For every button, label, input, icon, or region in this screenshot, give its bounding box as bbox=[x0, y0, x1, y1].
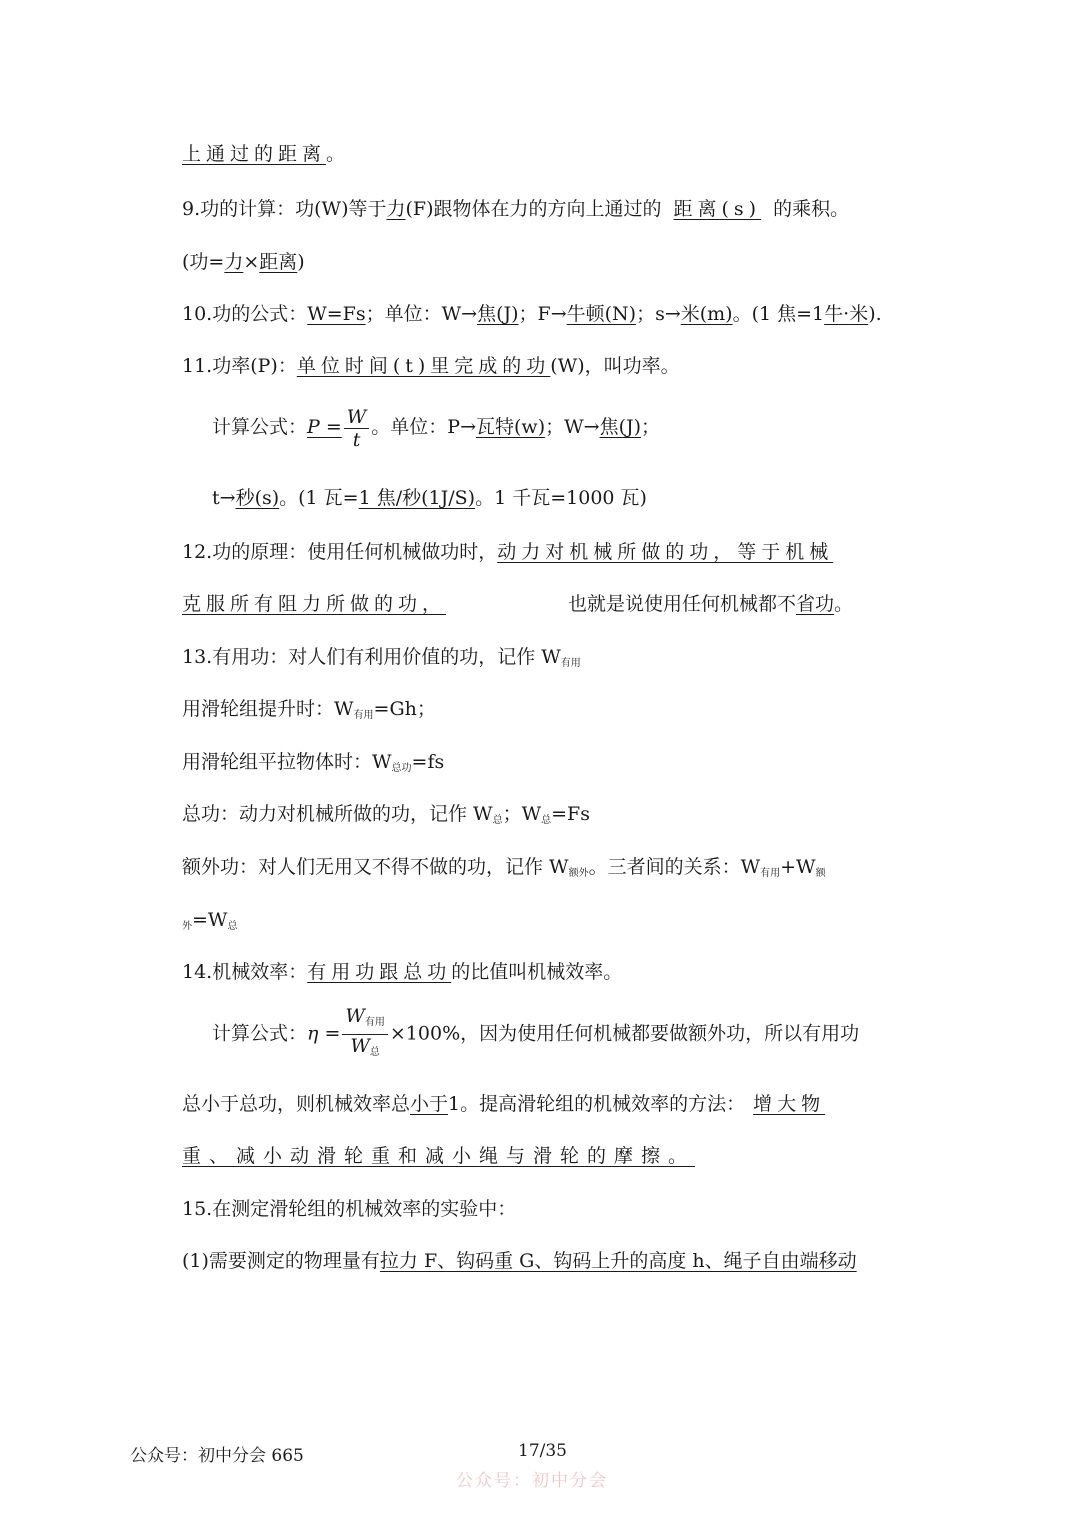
text: 。三者间的关系：W bbox=[588, 856, 761, 878]
text: 用滑轮组提升时：W bbox=[182, 698, 354, 720]
text: 。1 千瓦=1000 瓦) bbox=[475, 487, 647, 509]
subscript: 有用 bbox=[760, 868, 781, 879]
text: (1)需要测定的物理量有 bbox=[182, 1250, 380, 1272]
total-work bbox=[182, 800, 590, 835]
subscript: 额 bbox=[815, 868, 826, 879]
text: 总功：动力对机械所做的功，记作 W bbox=[182, 803, 493, 825]
blank-answer: 有用功跟总功 bbox=[307, 961, 452, 983]
text: 。 bbox=[834, 593, 854, 615]
formula-lhs: P = bbox=[307, 416, 342, 438]
blank-answer: 距离(s) bbox=[673, 198, 762, 220]
text: 总小于总功，则机械效率总 bbox=[182, 1093, 411, 1115]
efficiency-note-cont bbox=[182, 1142, 695, 1170]
subscript: 总功 bbox=[391, 763, 412, 774]
text: ；s→ bbox=[636, 303, 681, 325]
text: (W)，叫功率。 bbox=[550, 355, 680, 377]
efficiency-note bbox=[182, 1090, 825, 1118]
text: 1。提高滑轮组的机械效率的方法： bbox=[448, 1093, 746, 1115]
watermark: 公众号：初中分会 bbox=[456, 1471, 608, 1491]
blank-answer: 1 焦/秒(1J/S) bbox=[358, 487, 476, 509]
item-13 bbox=[182, 643, 581, 678]
footer-source: 公众号：初中分会 665 bbox=[130, 1446, 304, 1466]
text: =Fs bbox=[551, 803, 590, 825]
item-15 bbox=[182, 1195, 516, 1223]
text: =W bbox=[192, 909, 228, 931]
blank-answer: 瓦特(w) bbox=[476, 416, 546, 438]
subscript: 有用 bbox=[353, 710, 374, 721]
text: (功= bbox=[182, 251, 225, 273]
text: 13.有用功：对人们有利用价值的功，记作 W bbox=[182, 646, 561, 668]
text: +W bbox=[780, 856, 816, 878]
blank-answer: W=Fs bbox=[307, 303, 366, 325]
blank-answer: 焦(J) bbox=[477, 303, 519, 325]
item-9-note bbox=[182, 248, 305, 276]
blank-answer: 单位时间(t)里完成的功 bbox=[296, 355, 551, 377]
text: 10.功的公式： bbox=[182, 303, 308, 325]
blank-answer: 小于 bbox=[410, 1093, 449, 1115]
subscript: 有用 bbox=[560, 658, 581, 669]
item-12-cont bbox=[182, 590, 853, 618]
text: 15.在测定滑轮组的机械效率的实验中： bbox=[182, 1198, 517, 1220]
item-11 bbox=[182, 352, 680, 380]
text: 。单位：P→ bbox=[371, 416, 477, 438]
power-units bbox=[212, 484, 647, 512]
subscript: 总 bbox=[227, 921, 238, 932]
text: × bbox=[243, 251, 260, 273]
item-9 bbox=[182, 195, 849, 223]
denominator-symbol: W bbox=[350, 1035, 370, 1057]
text: ；F→ bbox=[518, 303, 567, 325]
denominator: t bbox=[352, 428, 361, 451]
text: 也就是说使用任何机械都不 bbox=[568, 593, 797, 615]
extra-work bbox=[182, 853, 826, 888]
blank-answer: 省功 bbox=[796, 593, 835, 615]
text: ；W→ bbox=[545, 416, 600, 438]
subscript: 总 bbox=[369, 1047, 380, 1058]
numerator: W bbox=[344, 406, 370, 429]
pulley-pull bbox=[182, 748, 444, 783]
line-1 bbox=[182, 140, 345, 168]
text: 额外功：对人们无用又不得不做的功，记作 W bbox=[182, 856, 569, 878]
blank-answer: 力 bbox=[224, 251, 244, 273]
blank-answer: 秒(s) bbox=[235, 487, 280, 509]
text: =Gh； bbox=[373, 698, 436, 720]
item-12 bbox=[182, 538, 833, 566]
item-10 bbox=[182, 300, 882, 328]
blank-answer: 力 bbox=[386, 198, 406, 220]
numerator-symbol: W bbox=[345, 1005, 365, 1027]
subscript: 总 bbox=[541, 815, 552, 826]
blank-answer: 米(m) bbox=[680, 303, 733, 325]
text: ) bbox=[297, 251, 305, 273]
extra-work-cont bbox=[182, 906, 237, 941]
numerator bbox=[342, 1005, 388, 1035]
efficiency-formula bbox=[212, 1005, 859, 1064]
text: ，因为使用任何机械都要做额外功，所以有用功 bbox=[460, 1022, 860, 1045]
subscript: 总 bbox=[492, 815, 503, 826]
denominator bbox=[342, 1035, 388, 1064]
blank-answer: 增大物 bbox=[753, 1093, 826, 1115]
text: 计算公式： bbox=[212, 1022, 308, 1045]
text: 9.功的计算：功(W)等于 bbox=[182, 198, 387, 220]
fraction bbox=[344, 406, 370, 451]
text: ； bbox=[641, 416, 661, 438]
page-number: 17/35 bbox=[518, 1441, 567, 1461]
blank-answer: 重、减小动滑轮重和减小绳与滑轮的摩擦。 bbox=[182, 1145, 696, 1167]
text: 计算公式： bbox=[212, 416, 308, 438]
subscript: 额外 bbox=[568, 868, 589, 879]
text: ；单位：W→ bbox=[365, 303, 478, 325]
text: 。 bbox=[326, 143, 346, 165]
blank-answer: 牛·米 bbox=[824, 303, 869, 325]
blank-answer: 牛顿(N) bbox=[566, 303, 637, 325]
blank-answer: 距离 bbox=[259, 251, 298, 273]
text: 11.功率(P)： bbox=[182, 355, 297, 377]
subscript: 外 bbox=[182, 921, 192, 932]
blank-answer: 动力对机械所做的功，等于机械 bbox=[497, 541, 834, 563]
blank-answer: 拉力 F、钩码重 G、钩码上升的高度 h、绳子自由端移动 bbox=[379, 1250, 857, 1272]
text: 用滑轮组平拉物体时：W bbox=[182, 751, 392, 773]
blank-answer: 上通过的距离 bbox=[182, 143, 327, 165]
text: ×100% bbox=[389, 1022, 461, 1045]
formula-lhs: η = bbox=[307, 1022, 341, 1045]
text: 的乘积。 bbox=[773, 198, 850, 220]
item-15-1 bbox=[182, 1247, 857, 1275]
text: 。(1 瓦= bbox=[279, 487, 359, 509]
power-formula bbox=[212, 402, 660, 452]
text: 的比值叫机械效率。 bbox=[451, 961, 623, 983]
item-14 bbox=[182, 958, 622, 986]
text: t→ bbox=[212, 487, 236, 509]
subscript: 有用 bbox=[364, 1017, 385, 1028]
text: =fs bbox=[411, 751, 445, 773]
text: 14.机械效率： bbox=[182, 961, 308, 983]
pulley-lift bbox=[182, 695, 436, 730]
blank-answer: 克服所有阻力所做的功， bbox=[182, 593, 447, 615]
text: 12.功的原理：使用任何机械做功时， bbox=[182, 541, 498, 563]
fraction bbox=[342, 1005, 388, 1064]
text: ；W bbox=[502, 803, 542, 825]
blank-answer: 焦(J) bbox=[599, 416, 642, 438]
text: (F)跟物体在力的方向上通过的 bbox=[405, 198, 662, 220]
text: 。(1 焦=1 bbox=[732, 303, 825, 325]
text: ). bbox=[868, 303, 882, 325]
